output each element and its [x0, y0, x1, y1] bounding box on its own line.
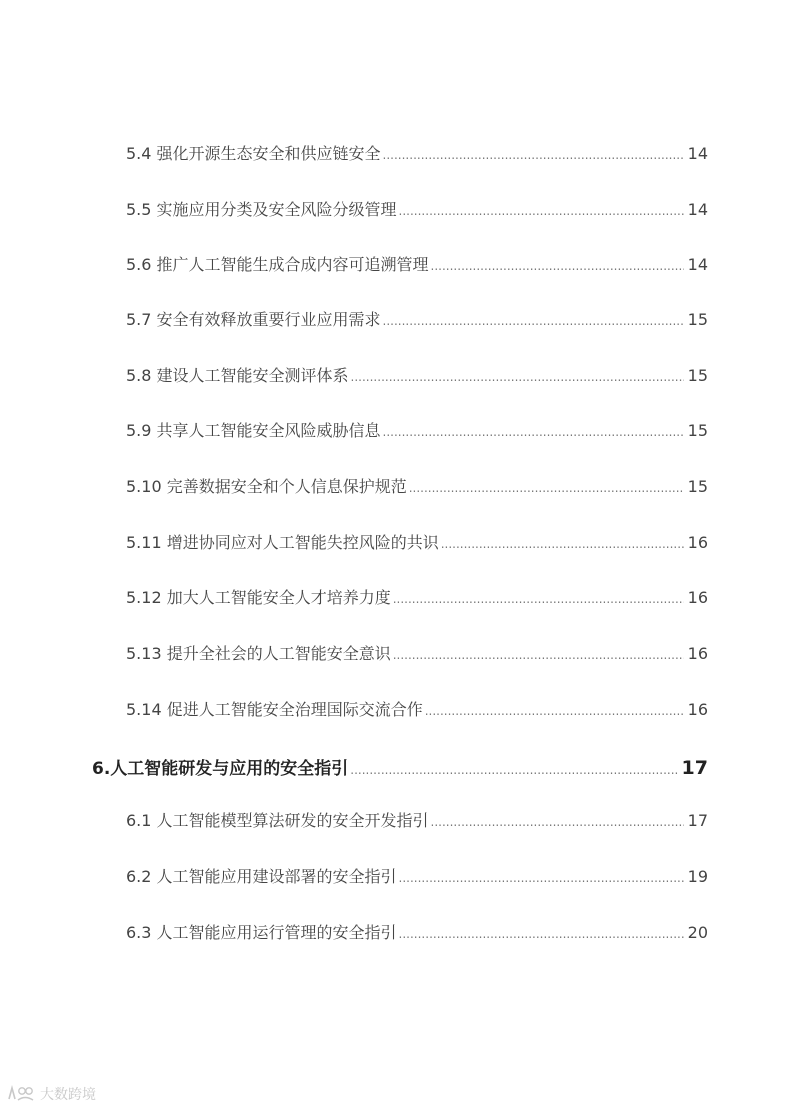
logo-mark-icon [6, 1085, 36, 1103]
toc-dot-leader [431, 811, 684, 830]
toc-dot-leader [393, 644, 684, 663]
toc-dot-leader [399, 923, 684, 942]
toc-entry-label: 5.12 加大人工智能安全人才培养力度 [126, 588, 391, 607]
toc-entry-page: 19 [687, 867, 708, 886]
watermark-text: 大数跨境 [40, 1087, 96, 1103]
toc-entry-page: 14 [687, 255, 708, 274]
toc-entry-5-5[interactable] [126, 197, 708, 220]
toc-entry-page: 16 [687, 588, 708, 607]
watermark [6, 1084, 96, 1104]
toc-entry-5-4[interactable] [126, 141, 708, 164]
toc-entry-5-13[interactable] [126, 641, 708, 664]
toc-entry-label: 5.4 强化开源生态安全和供应链安全 [126, 144, 381, 163]
toc-entry-label: 5.14 促进人工智能安全治理国际交流合作 [126, 700, 423, 719]
toc-entry-5-9[interactable] [126, 418, 708, 441]
toc-dot-leader [409, 477, 684, 496]
toc-entry-page: 15 [687, 310, 708, 329]
toc-entry-label: 5.13 提升全社会的人工智能安全意识 [126, 644, 391, 663]
toc-entry-label: 5.6 推广人工智能生成合成内容可追溯管理 [126, 255, 429, 274]
toc-entry-6-3[interactable] [126, 920, 708, 943]
toc-entry-5-7[interactable] [126, 307, 708, 330]
toc-dot-leader [425, 700, 684, 719]
toc-entry-page: 16 [687, 644, 708, 663]
toc-entry-5-8[interactable] [126, 363, 708, 386]
toc-entry-label: 6.1 人工智能模型算法研发的安全开发指引 [126, 811, 429, 830]
toc-chapter-page: 17 [681, 757, 708, 779]
toc-entry-5-11[interactable] [126, 530, 708, 553]
toc-entry-page: 15 [687, 366, 708, 385]
toc-chapter-6[interactable] [92, 754, 708, 779]
toc-entry-5-6[interactable] [126, 252, 708, 275]
toc-entry-5-14[interactable] [126, 697, 708, 720]
toc-entry-page: 14 [687, 200, 708, 219]
toc-entry-page: 15 [687, 477, 708, 496]
toc-entry-label: 5.10 完善数据安全和个人信息保护规范 [126, 477, 407, 496]
toc-entry-page: 16 [687, 700, 708, 719]
toc-entry-label: 5.7 安全有效释放重要行业应用需求 [126, 310, 381, 329]
toc-chapter-label: 6.人工智能研发与应用的安全指引 [92, 759, 349, 779]
toc-entry-page: 17 [687, 811, 708, 830]
toc-dot-leader [441, 533, 684, 552]
toc-entry-label: 5.11 增进协同应对人工智能失控风险的共识 [126, 533, 439, 552]
toc-dot-leader [393, 588, 684, 607]
toc-dot-leader [431, 255, 684, 274]
toc-entry-6-2[interactable] [126, 864, 708, 887]
toc-entry-label: 5.5 实施应用分类及安全风险分级管理 [126, 200, 397, 219]
toc-entry-label: 6.2 人工智能应用建设部署的安全指引 [126, 867, 397, 886]
toc-entry-page: 16 [687, 533, 708, 552]
toc-dot-leader [350, 759, 677, 779]
toc-entry-5-12[interactable] [126, 585, 708, 608]
toc-dot-leader [383, 144, 684, 163]
toc-entry-label: 5.9 共享人工智能安全风险威胁信息 [126, 421, 381, 440]
toc-entry-6-1[interactable] [126, 808, 708, 831]
toc-dot-leader [351, 366, 684, 385]
toc-entry-label: 6.3 人工智能应用运行管理的安全指引 [126, 923, 397, 942]
toc-dot-leader [383, 310, 684, 329]
toc-dot-leader [399, 867, 684, 886]
toc-entry-page: 14 [687, 144, 708, 163]
toc-entry-page: 15 [687, 421, 708, 440]
toc-entry-page: 20 [687, 923, 708, 942]
toc-dot-leader [399, 200, 684, 219]
toc-entry-5-10[interactable] [126, 474, 708, 497]
toc-dot-leader [383, 421, 684, 440]
toc-entry-label: 5.8 建设人工智能安全测评体系 [126, 366, 349, 385]
